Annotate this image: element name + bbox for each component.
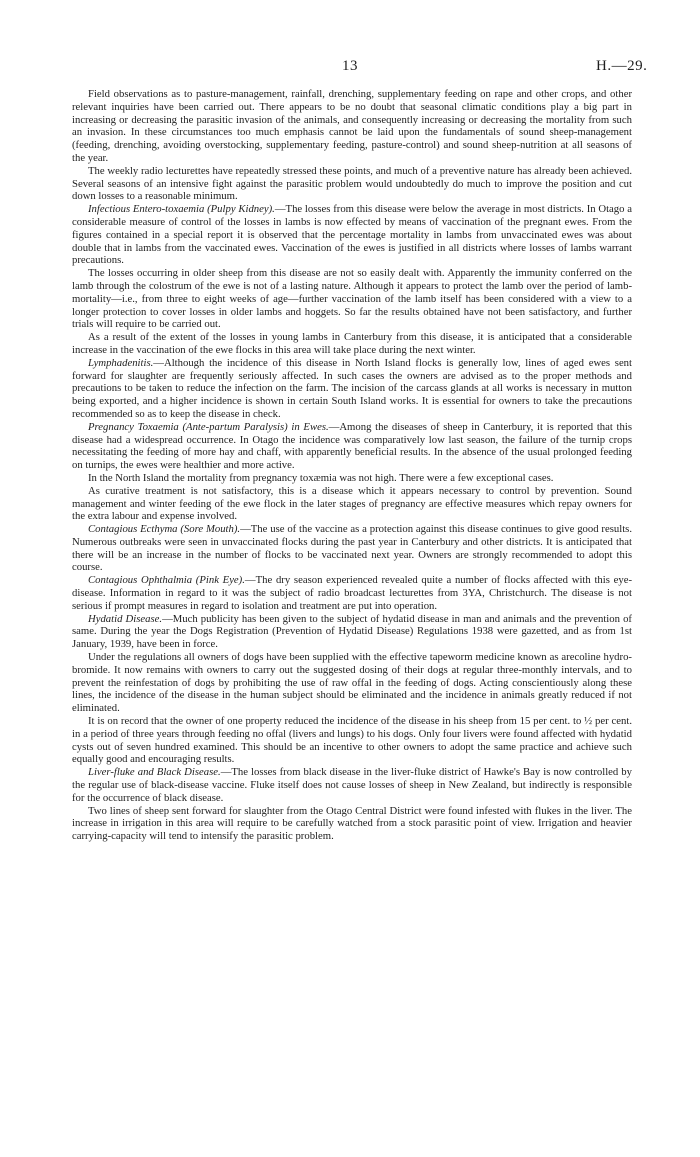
section-heading: Contagious Ophthalmia (Pink Eye). (88, 574, 245, 587)
paragraph: Contagious Ecthyma (Sore Mouth).—The use of the vaccine as a protection against this disease continues to give good results. Numerous outbreaks were seen in unvaccinated flocks during the past year in Canterbury and other districts. It is anticipated that there will be an increase in the number of flocks to be vaccinated next year. Owners are strongly recommended to adopt this course. (72, 523, 632, 574)
body-text (72, 88, 632, 843)
section-heading: Pregnancy Toxaemia (Ante-partum Paralysis) in Ewes. (88, 420, 329, 433)
paragraph: As curative treatment is not satisfactory, this is a disease which it appears necessary to control by prevention. Sound management and winter feeding of the ewe flock in the later stages of pregnancy are effective measures which repay owners for the extra labour and expense involved. (72, 484, 632, 523)
paragraph: Liver-fluke and Black Disease.—The losses from black disease in the liver-fluke district of Hawke's Bay is now controlled by the regular use of black-disease vaccine. Fluke itself does not cause losses of sheep in New Zealand, but indirectly is responsible for the occurrence of black disease. (72, 766, 632, 804)
paragraph: It is on record that the owner of one property reduced the incidence of the disease in his sheep from 15 per cent. to ½ per cent. in a period of three years through feeding no offal (livers and lungs) to his dogs. Only four livers were found affected with hydatid cysts out of seven hundred examined. This should be an incentive to other owners to adopt the same practice and achieve such equally good and encouraging results. (72, 715, 632, 766)
paragraph: Lymphadenitis.—Although the incidence of this disease in North Island flocks is generally low, lines of aged ewes sent forward for slaughter are frequently seriously affected. In such cases the owners are advised as to the proper methods and precautions to be taken to reduce the infection on the farm. The incision of the carcass glands at all works is necessary in mutton being exported, and a higher incidence is shown in certain South Island works. It is essential for owners to take the precautions recommended so as to keep the disease in check. (72, 356, 632, 420)
paragraph: As a result of the extent of the losses in young lambs in Canterbury from this disease, it is anticipated that a considerable increase in the vaccination of the ewe flocks in this area will take place during the next winter. (72, 331, 632, 356)
paragraph: Field observations as to pasture-management, rainfall, drenching, supplementary feeding on rape and other crops, and other relevant inquiries have been carried out. There appears to be no doubt that seasonal climatic conditions play a big part in increasing or decreasing the parasitic invasion of the animals, and consequently increasing or decreasing the mortality from such an invasion. In these circumstances too much emphasis cannot be laid upon the fundamentals of sound sheep-management (feeding, drenching, avoiding overstocking, supplementary feeding, pasture-control) and sound sheep-nutrition at all seasons of the year. (72, 88, 632, 164)
paragraph: Hydatid Disease.—Much publicity has been given to the subject of hydatid disease in man and animals and the prevention of same. During the year the Dogs Registration (Prevention of Hydatid Disease) Regulations 1938 were gazetted, and as from 1st January, 1939, have been in force. (72, 612, 632, 651)
page-number: 13 (342, 58, 358, 74)
paragraph: Contagious Ophthalmia (Pink Eye).—The dry season experienced revealed quite a number of flocks affected with this eye-disease. Information in regard to it was the subject of radio broadcast lecturettes from 3YA, Christchurch. The disease is not serious if prompt measures in regard to isolation and treatment are put into operation. (72, 574, 632, 612)
section-heading: Lymphadenitis. (88, 356, 154, 369)
paragraph: Pregnancy Toxaemia (Ante-partum Paralysis) in Ewes.—Among the diseases of sheep in Canterbury, it is reported that this disease had a widespread occurrence. In Otago the incidence was comparatively low last season, the failure of the turnip crops necessitating the feeding of more hay and chaff, with apparently beneficial results. In the absence of the usual prolonged feeding on turnips, the ewes were healthier and more active. (72, 420, 632, 472)
paragraph: In the North Island the mortality from pregnancy toxæmia was not high. There were a few exceptional cases. (88, 471, 554, 484)
section-heading: Hydatid Disease. (88, 612, 163, 625)
paragraph: Two lines of sheep sent forward for slaughter from the Otago Central District were found infested with flukes in the liver. The increase in irrigation in this area will require to be carefully watched from a stock parasitic point of view. Irrigation and heavier carrying-capacity will tend to intensify the parasitic problem. (72, 804, 632, 843)
document-reference: H.—29. (596, 58, 648, 74)
paragraph: The losses occurring in older sheep from this disease are not so easily dealt with. Apparently the immunity conferred on the lamb through the colostrum of the ewe is not of a lasting nature. Although it appears to protect the lamb over the period of lamb-mortality—i.e., from three to eight weeks of age—further vaccination of the lamb itself has been considered with a view to a longer protection to cover losses in older lambs and hoggets. So far the results obtained have not been satisfactory, and further trials will require to be carried out. (72, 267, 632, 331)
paragraph: Under the regulations all owners of dogs have been supplied with the effective tapeworm medicine known as arecoline hydro-bromide. It now remains with owners to carry out the suggested dosing of their dogs at regular three-monthly intervals, and to prevent the reinfestation of dogs by prohibiting the use of raw offal in the feeding of dogs. Acting conscientiously along these lines, the incidence of the disease in the human subject should be eliminated and the incidence in animals greatly reduced if not eliminated. (72, 651, 632, 715)
section-heading: Contagious Ecthyma (Sore Mouth). (88, 523, 241, 536)
paragraph: The weekly radio lecturettes have repeatedly stressed these points, and much of a preventive nature has already been achieved. Several seasons of an intensive fight against the parasitic problem would undoubtedly do much to improve the position and cut down losses to a reasonable minimum. (72, 164, 632, 203)
section-heading: Infectious Entero-toxaemia (Pulpy Kidney). (88, 203, 275, 216)
paragraph: Infectious Entero-toxaemia (Pulpy Kidney).—The losses from this disease were below the average in most districts. In Otago a considerable measure of control of the losses in lambs is now effected by means of vaccination of the pregnant ewes. From the figures contained in a special report it is observed that the percentage mortality in lambs from unvaccinated ewes was about double that in lambs from the vaccinated ewes. Vaccination of the ewes is justified in all districts where losses of lambs warrant precautions. (72, 203, 632, 267)
section-heading: Liver-fluke and Black Disease. (88, 766, 221, 779)
